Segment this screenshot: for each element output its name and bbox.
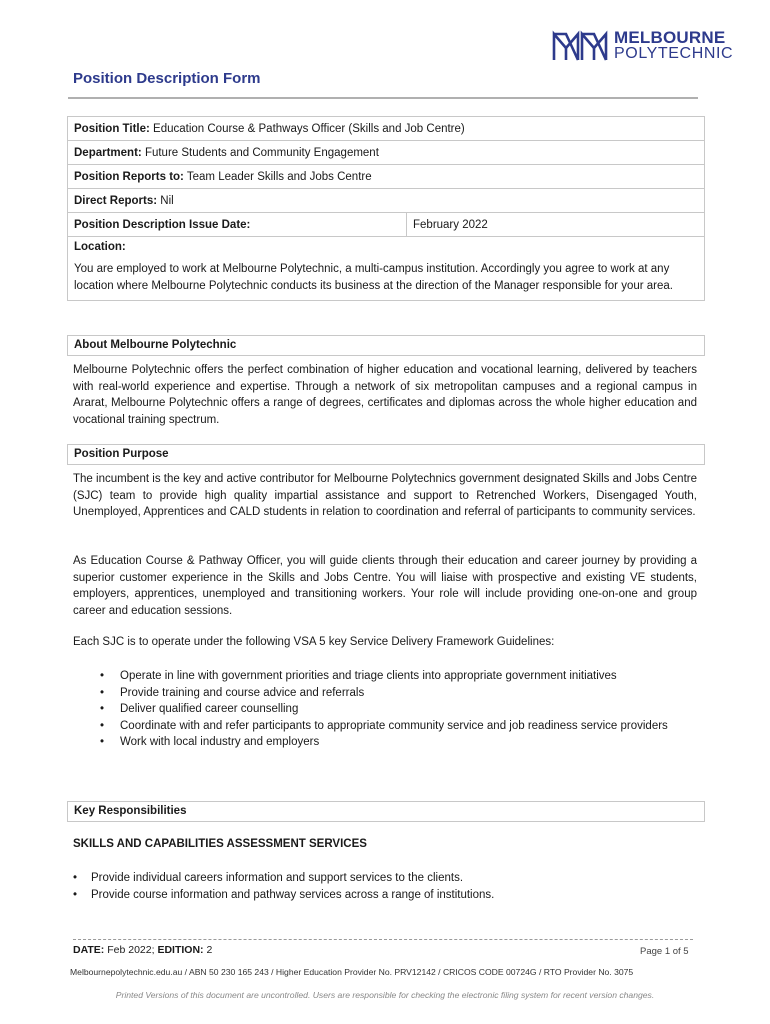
list-item — [73, 870, 693, 887]
direct-reports-value: Nil — [160, 194, 174, 207]
responsibilities-list — [73, 870, 693, 903]
bullet-icon: • — [100, 686, 105, 699]
purpose-para-3: Each SJC is to operate under the following VSA 5 key Service Delivery Framework Guidelines: — [73, 636, 555, 648]
cell-issue-date-label — [68, 213, 407, 237]
purpose-heading: Position Purpose — [67, 444, 705, 465]
footer-disclaimer: Printed Versions of this document are uncontrolled. Users are responsible for checking the electronic filing system for recent version changes. — [115, 990, 655, 1000]
list-item-text: Deliver qualified career counselling — [120, 703, 299, 715]
cell-location — [68, 237, 705, 301]
list-item-text: Operate in line with government priorities and triage clients into appropriate government initiatives — [120, 670, 617, 682]
bullet-icon: • — [73, 888, 78, 901]
purpose-para-1: The incumbent is the key and active contributor for Melbourne Polytechnics government designated Skills and Jobs Centre (SJC) team to provide high quality impartial assistance and support to Retrenched Workers, Disengaged Youth, Unemployed, Apprentices and CALD students in relation to coordination and referral of participants to community services. — [73, 473, 697, 518]
location-label: Location: — [74, 241, 126, 253]
list-item — [100, 668, 700, 685]
guidelines-list — [100, 668, 700, 751]
list-item — [100, 718, 700, 735]
footer-abn-line: Melbournepolytechnic.edu.au / ABN 50 230 165 243 / Higher Education Provider No. PRV12142 / CRICOS CODE 00724G / RTO Provider No. 3075 — [70, 967, 634, 977]
bullet-icon: • — [100, 736, 105, 748]
cell-issue-date-value — [407, 213, 705, 237]
location-text: You are employed to work at Melbourne Polytechnic, a multi-campus institution. Accordingly you agree to work at any location where Melbourne Polytechnic conducts its business at the direction of the Manager responsible for your area. — [74, 263, 673, 292]
list-item-text: Work with local industry and employers — [120, 736, 320, 748]
position-title-label: Position Title: — [74, 122, 150, 135]
about-text: Melbourne Polytechnic offers the perfect combination of higher education and vocational learning, delivered by teachers with real-world experience and expertise. Through a network of six metropolitan campuses and a regional campus in Ararat, Melbourne Polytechnic offers a range of degrees, certificates and diplomas across the whole higher education and vocational training spectrum. — [73, 364, 697, 426]
skills-assessment-subheading: SKILLS AND CAPABILITIES ASSESSMENT SERVICES — [73, 838, 367, 850]
list-item-text: Provide training and course advice and referrals — [120, 686, 365, 699]
department-label: Department: — [74, 146, 142, 159]
list-item — [100, 685, 700, 702]
list-item-text: Coordinate with and refer participants to appropriate community service and job readiness service providers — [120, 719, 668, 732]
position-title-value: Education Course & Pathways Officer (Skills and Job Centre) — [153, 122, 465, 135]
date-label: DATE: — [73, 944, 105, 956]
footer-date-edition — [73, 944, 212, 956]
bullet-icon: • — [100, 703, 105, 715]
issue-date-value: February 2022 — [413, 218, 488, 231]
logo-text-polytechnic: POLYTECHNIC — [614, 45, 734, 62]
reports-to-label: Position Reports to: — [74, 170, 184, 183]
page-number: Page 1 of 5 — [640, 946, 689, 957]
footer-divider — [73, 939, 693, 940]
list-item — [100, 734, 700, 751]
bullet-icon: • — [73, 872, 78, 884]
position-info-table — [67, 116, 705, 301]
logo-text-melbourne: MELBOURNE — [614, 28, 726, 47]
reports-to-value: Team Leader Skills and Jobs Centre — [186, 170, 372, 183]
title-divider — [68, 97, 698, 99]
cell-direct-reports — [68, 189, 705, 213]
row-reports-to — [68, 165, 705, 189]
date-value: Feb 2022; — [107, 944, 155, 956]
edition-label: EDITION: — [157, 944, 204, 956]
row-direct-reports — [68, 189, 705, 213]
purpose-para-2: As Education Course & Pathway Officer, you will guide clients through their education and career journey by providing a superior customer experience in the Skills and Jobs Centre. You will liaise with prospective and existing VE students, employers, apprentices, unemployed and transitioning workers. Your role will include providing one-on-one and group career and education sessions. — [73, 555, 697, 617]
edition-value: 2 — [206, 944, 213, 956]
row-department — [68, 141, 705, 165]
cell-department — [68, 141, 705, 165]
logo-mark-icon — [552, 30, 608, 62]
cell-position-title — [68, 117, 705, 141]
list-item-text: Provide individual careers information and support services to the clients. — [91, 872, 464, 884]
bullet-icon: • — [100, 670, 105, 682]
department-value: Future Students and Community Engagement — [144, 146, 379, 159]
list-item-text: Provide course information and pathway services across a range of institutions. — [91, 888, 495, 901]
about-heading: About Melbourne Polytechnic — [67, 335, 705, 356]
direct-reports-label: Direct Reports: — [74, 194, 158, 207]
form-title: Position Description Form — [73, 70, 261, 87]
list-item — [100, 701, 700, 718]
melbourne-polytechnic-logo — [552, 28, 732, 68]
cell-reports-to — [68, 165, 705, 189]
bullet-icon: • — [100, 719, 105, 732]
row-position-title — [68, 117, 705, 141]
responsibilities-heading: Key Responsibilities — [67, 801, 705, 822]
list-item — [73, 887, 693, 904]
row-issue-date — [68, 213, 705, 237]
row-location — [68, 237, 705, 301]
issue-date-label: Position Description Issue Date: — [74, 218, 251, 231]
